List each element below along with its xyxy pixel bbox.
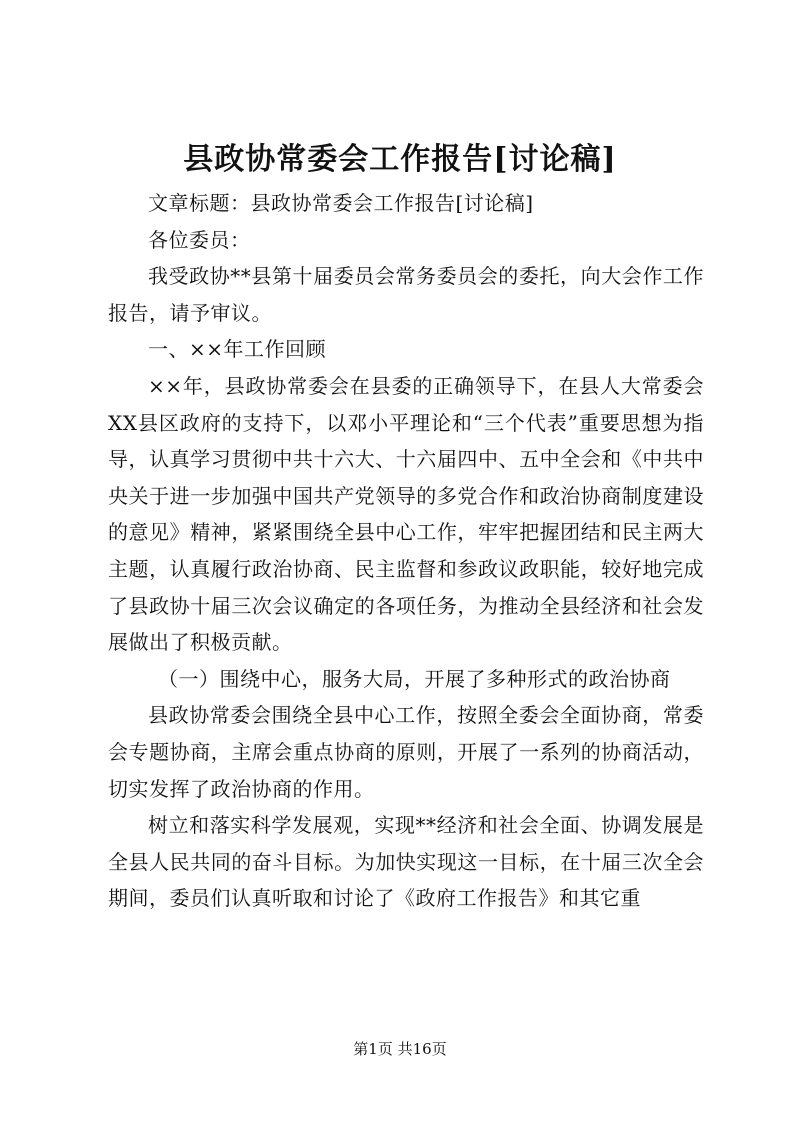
paragraph-development: 树立和落实科学发展观，实现**经济和社会全面、协调发展是全县人民共同的奋斗目标。为加快实现这一目标，在十届三次全会期间，委员们认真听取和讨论了《政府工作报告》和其它重: [108, 813, 704, 911]
subsection-heading-consultation: （一）围绕中心，服务大局，开展了多种形式的政治协商: [158, 666, 671, 691]
paragraph-salutation: 各位委员：: [148, 227, 251, 252]
paragraph-consultation: 县政协常委会围绕全县中心工作，按照全委会全面协商，常委会专题协商，主席会重点协商的原则，开展了一系列的协商活动，切实发挥了政治协商的作用。: [108, 703, 704, 801]
document-body: [108, 185, 704, 917]
paragraph-intro: 我受政协**县第十届委员会常务委员会的委托，向大会作工作报告，请予审议。: [108, 264, 704, 325]
document-title: 县政协常委会工作报告[讨论稿]: [183, 142, 617, 177]
page-footer: 第1页 共16页: [353, 1040, 447, 1058]
section-heading-review: 一、××年工作回顾: [148, 337, 327, 362]
paragraph-review: ××年，县政协常委会在县委的正确领导下，在县人大常委会XX县区政府的支持下，以邓小平理论和“三个代表”重要思想为指导，认真学习贯彻中共十六大、十六届四中、五中全会和《中共中央关于进一步加强中国共产党领导的多党合作和政治协商制度建设的意见》精神，紧紧围绕全县中心工作，牢牢把握团结和民主两大主题，认真履行政治协商、民主监督和参政议政职能，较好地完成了县政协十届三次会议确定的各项任务，为推动全县经济和社会发展做出了积极贡献。: [108, 373, 704, 655]
paragraph-article-title: 文章标题：县政协常委会工作报告[讨论稿]: [148, 191, 534, 215]
